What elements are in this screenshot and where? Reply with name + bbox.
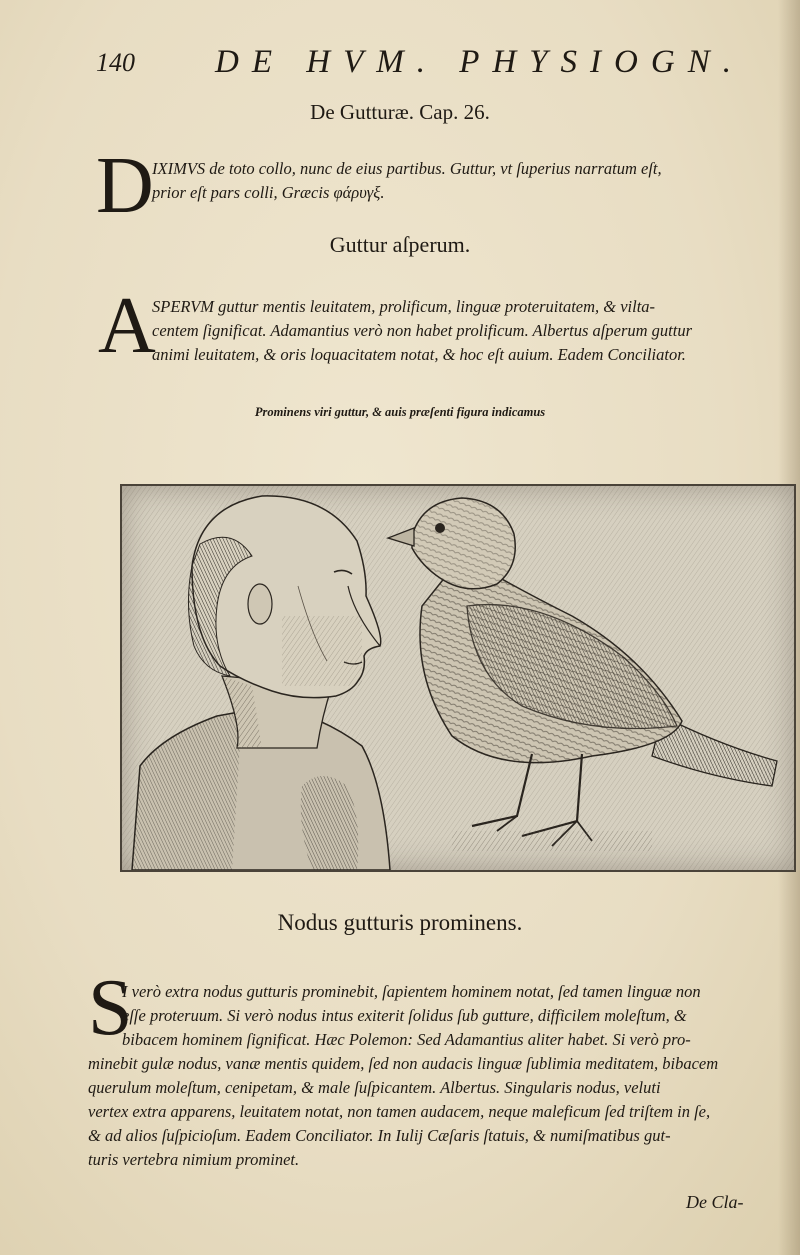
guttur-line: animi leuitatem, & oris loquacitatem notat, & hoc eſt auium. Eadem Conciliator. bbox=[152, 345, 686, 364]
nodus-line: bibacem hominem ſignificat. Hæc Polemon: Sed Adamantius aliter habet. Si verò pro- bbox=[122, 1030, 691, 1049]
nodus-line: turis vertebra nimium prominet. bbox=[88, 1150, 300, 1169]
nodus-line: minebit gulæ nodus, vanæ mentis quidem, ſed non audacis linguæ ſublimia meditatem, bibacem bbox=[88, 1054, 719, 1073]
dropcap-s: S bbox=[88, 964, 133, 1052]
nodus-line: I verò extra nodus gutturis prominebit, ſapientem hominem notat, ſed tamen linguæ non bbox=[122, 982, 701, 1001]
catchword: De Cla- bbox=[686, 1192, 744, 1212]
intro-line: IXIMVS de toto collo, nunc de eius partibus. Guttur, vt ſuperius narratum eſt, bbox=[152, 159, 662, 178]
dropcap-a: A bbox=[98, 282, 156, 370]
figure-caption: Prominens viri guttur, & auis præſenti figura indicamus bbox=[254, 405, 546, 419]
nodus-line: eſſe proteruum. Si verò nodus intus exiterit ſolidus ſub gutture, difficilem moleſtum, & bbox=[122, 1006, 687, 1025]
intro-line: prior eſt pars colli, Græcis φάρυγξ. bbox=[152, 183, 385, 202]
dropcap-d: D bbox=[96, 142, 154, 230]
chapter-title: De Gutturæ. Cap. 26. bbox=[310, 100, 490, 124]
guttur-line: SPERVM guttur mentis leuitatem, prolificum, linguæ proteruitatem, & vilta- bbox=[152, 297, 656, 316]
nodus-line: vertex extra apparens, leuitatem notat, non tamen audacem, neque maleficum ſed triſtem in ſe, bbox=[88, 1102, 711, 1121]
section-heading-guttur: Guttur aſperum. bbox=[329, 232, 471, 257]
page-number: 140 bbox=[96, 48, 135, 77]
nodus-line: & ad alios ſuſpicioſum. Eadem Conciliator. In Iulij Cæſaris ſtatuis, & numiſmatibus gut- bbox=[88, 1126, 671, 1145]
engraving-plate bbox=[120, 484, 796, 872]
section-heading-nodus: Nodus gutturis prominens. bbox=[277, 910, 523, 935]
guttur-line: centem ſignificat. Adamantius verò non habet prolificum. Albertus aſperum guttur bbox=[152, 321, 693, 340]
running-head: DE HVM. PHYSIOGN. bbox=[215, 44, 744, 80]
nodus-line: querulum moleſtum, cenipetam, & male ſuſpicantem. Albertus. Singularis nodus, veluti bbox=[88, 1078, 661, 1097]
